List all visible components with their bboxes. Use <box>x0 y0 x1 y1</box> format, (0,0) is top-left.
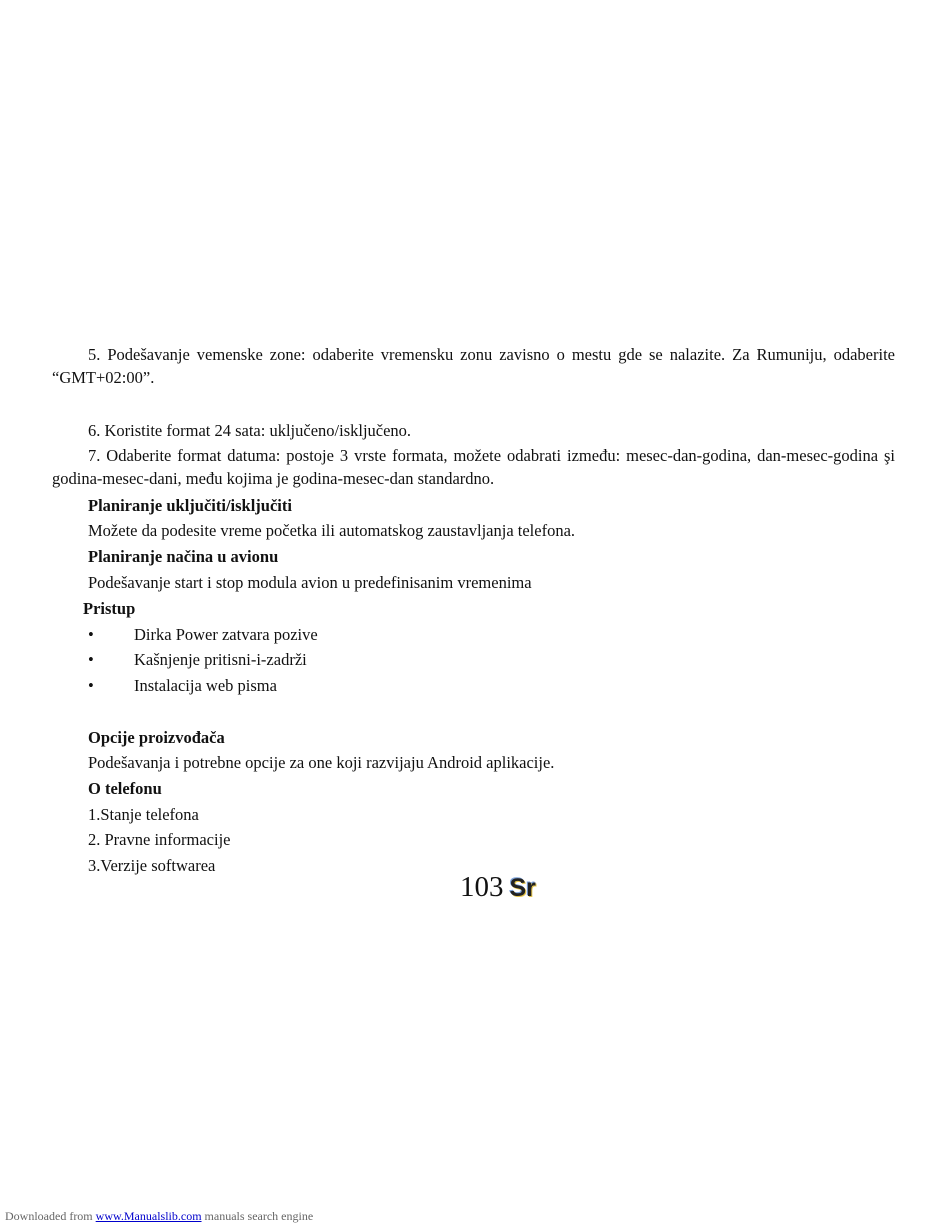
list-item-text: Dirka Power zatvara pozive <box>134 625 318 644</box>
bullet-icon: • <box>88 650 94 669</box>
footer-prefix: Downloaded from <box>5 1209 96 1223</box>
list-item-text: Kašnjenje pritisni-i-zadrži <box>134 650 307 669</box>
paragraph-date-format: 7. Odaberite format datuma: postoje 3 vrste formata, možete odabrati između: mesec-dan-godina, dan-mesec-godina şi godina-mesec-dani, među kojima je godina-mesec-dan standardno. <box>52 446 895 488</box>
heading-access: Pristup <box>83 599 136 618</box>
footer-suffix: manuals search engine <box>201 1209 314 1223</box>
text-airplane-mode: Podešavanje start i stop modula avion u predefinisanim vremenima <box>88 573 532 592</box>
download-footer <box>5 1208 313 1224</box>
page-number: 103 <box>460 871 504 903</box>
heading-schedule-power: Planiranje uključiti/isključiti <box>88 496 292 515</box>
bullet-icon: • <box>88 676 94 695</box>
text-developer-options: Podešavanja i potrebne opcije za one koji razvijaju Android aplikacije. <box>88 753 555 772</box>
page-number-block <box>460 870 536 905</box>
paragraph-24h-format: 6. Koristite format 24 sata: uključeno/isključeno. <box>88 421 412 440</box>
heading-developer-options: Opcije proizvođača <box>88 728 225 747</box>
paragraph-time-zone: 5. Podešavanje vemenske zone: odaberite vremensku zonu zavisno o mestu gde se nalazite. Za Rumuniju, odaberite “GMT+02:00”. <box>52 345 895 387</box>
bullet-icon: • <box>88 625 94 644</box>
heading-about-phone: O telefonu <box>88 779 162 798</box>
manualslib-link[interactable]: www.Manualslib.com <box>95 1209 202 1223</box>
language-code-badge: Sr <box>509 874 536 902</box>
text-schedule-power: Možete da podesite vreme početka ili automatskog zaustavljanja telefona. <box>88 521 576 540</box>
about-item-phone-status: 1.Stanje telefona <box>88 805 199 824</box>
about-item-legal-info: 2. Pravne informacije <box>88 830 231 849</box>
about-item-software-version: 3.Verzije softwarea <box>88 856 216 875</box>
heading-airplane-mode: Planiranje načina u avionu <box>88 547 279 566</box>
list-item-text: Instalacija web pisma <box>134 676 277 695</box>
